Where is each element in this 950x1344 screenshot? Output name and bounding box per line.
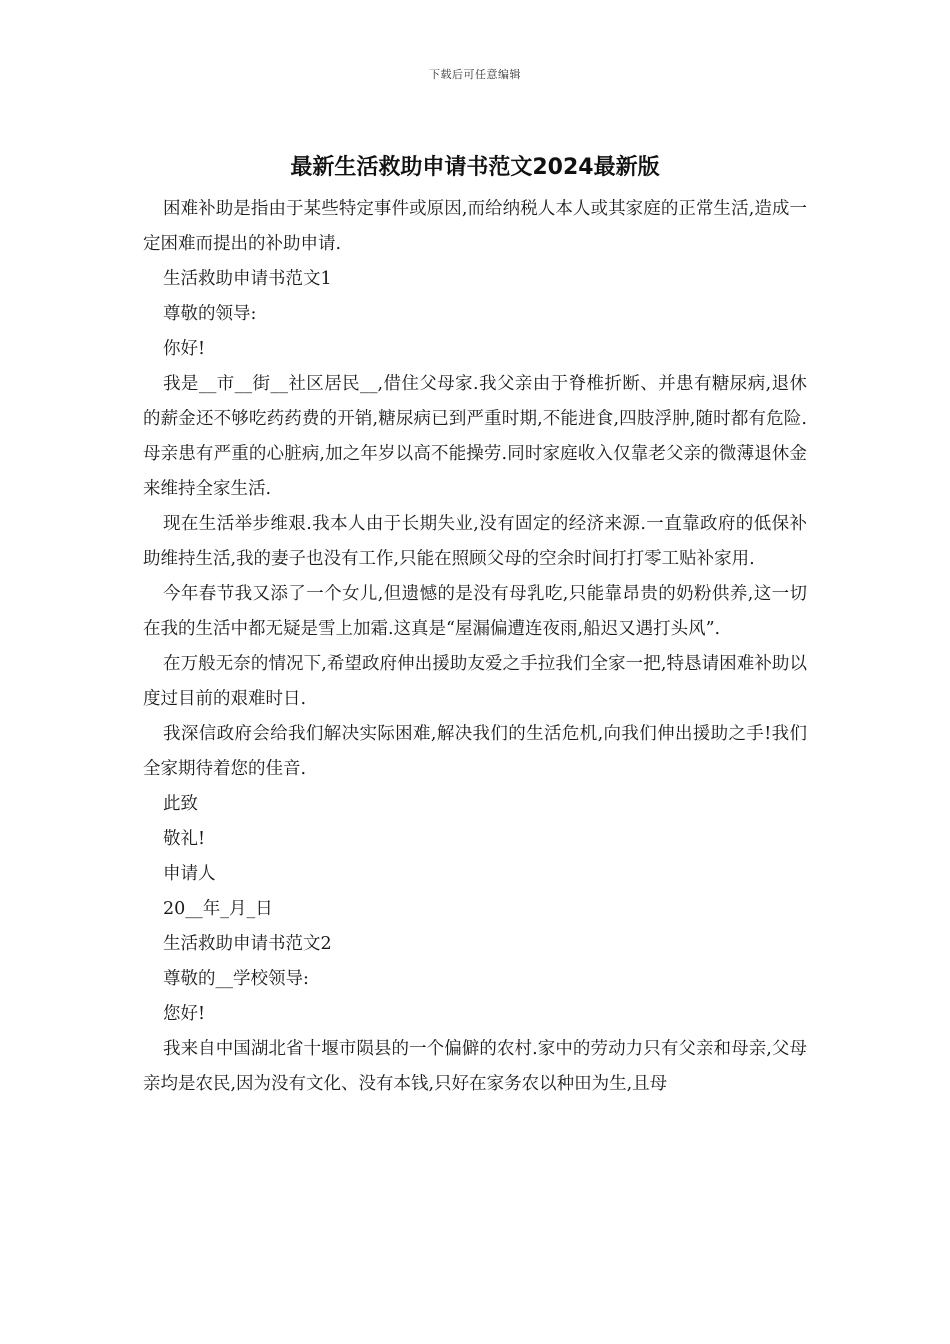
paragraph: 现在生活举步维艰.我本人由于长期失业,没有固定的经济来源.一直靠政府的低保补助维持生活,我的妻子也没有工作,只能在照顾父母的空余时间打打零工贴补家用. <box>143 514 807 569</box>
paragraph: 您好! <box>163 1004 206 1024</box>
paragraph: 我深信政府会给我们解决实际困难,解决我们的生活危机,向我们伸出援助之手!我们全家期待着您的佳音. <box>143 724 807 779</box>
paragraph: 我是__市__街__社区居民__,借住父母家.我父亲由于脊椎折断、并患有糖尿病,退休的薪金还不够吃药药费的开销,糖尿病已到严重时期,不能进食,四肢浮肿,随时都有危险.母亲患有严重的心脏病,加之年岁以高不能操劳.同时家庭收入仅靠老父亲的微薄退休金来维持全家生活. <box>143 374 807 499</box>
paragraph: 我来自中国湖北省十堰市陨县的一个偏僻的农村.家中的劳动力只有父亲和母亲,父母亲均是农民,因为没有文化、没有本钱,只好在家务农以种田为生,且母 <box>143 1039 807 1094</box>
document-body <box>143 192 807 1102</box>
paragraph: 尊敬的领导: <box>163 304 257 324</box>
paragraph: 敬礼! <box>163 829 206 849</box>
paragraph: 尊敬的__学校领导: <box>163 969 309 989</box>
paragraph: 申请人 <box>163 864 216 884</box>
paragraph: 困难补助是指由于某些特定事件或原因,而给纳税人本人或其家庭的正常生活,造成一定困难而提出的补助申请. <box>143 199 807 254</box>
paragraph: 20__年_月_日 <box>163 899 273 919</box>
paragraph: 生活救助申请书范文1 <box>163 269 332 289</box>
document-title: 最新生活救助申请书范文2024最新版 <box>290 155 660 180</box>
header-note: 下载后可任意编辑 <box>429 68 521 81</box>
paragraph: 生活救助申请书范文2 <box>163 934 332 954</box>
paragraph: 在万般无奈的情况下,希望政府伸出援助友爱之手拉我们全家一把,特恳请困难补助以度过目前的艰难时日. <box>143 654 807 709</box>
paragraph: 今年春节我又添了一个女儿,但遗憾的是没有母乳吃,只能靠昂贵的奶粉供养,这一切在我的生活中都无疑是雪上加霜.这真是“屋漏偏遭连夜雨,船迟又遇打头风”. <box>143 584 807 639</box>
paragraph: 你好! <box>163 339 206 359</box>
paragraph: 此致 <box>163 794 198 814</box>
